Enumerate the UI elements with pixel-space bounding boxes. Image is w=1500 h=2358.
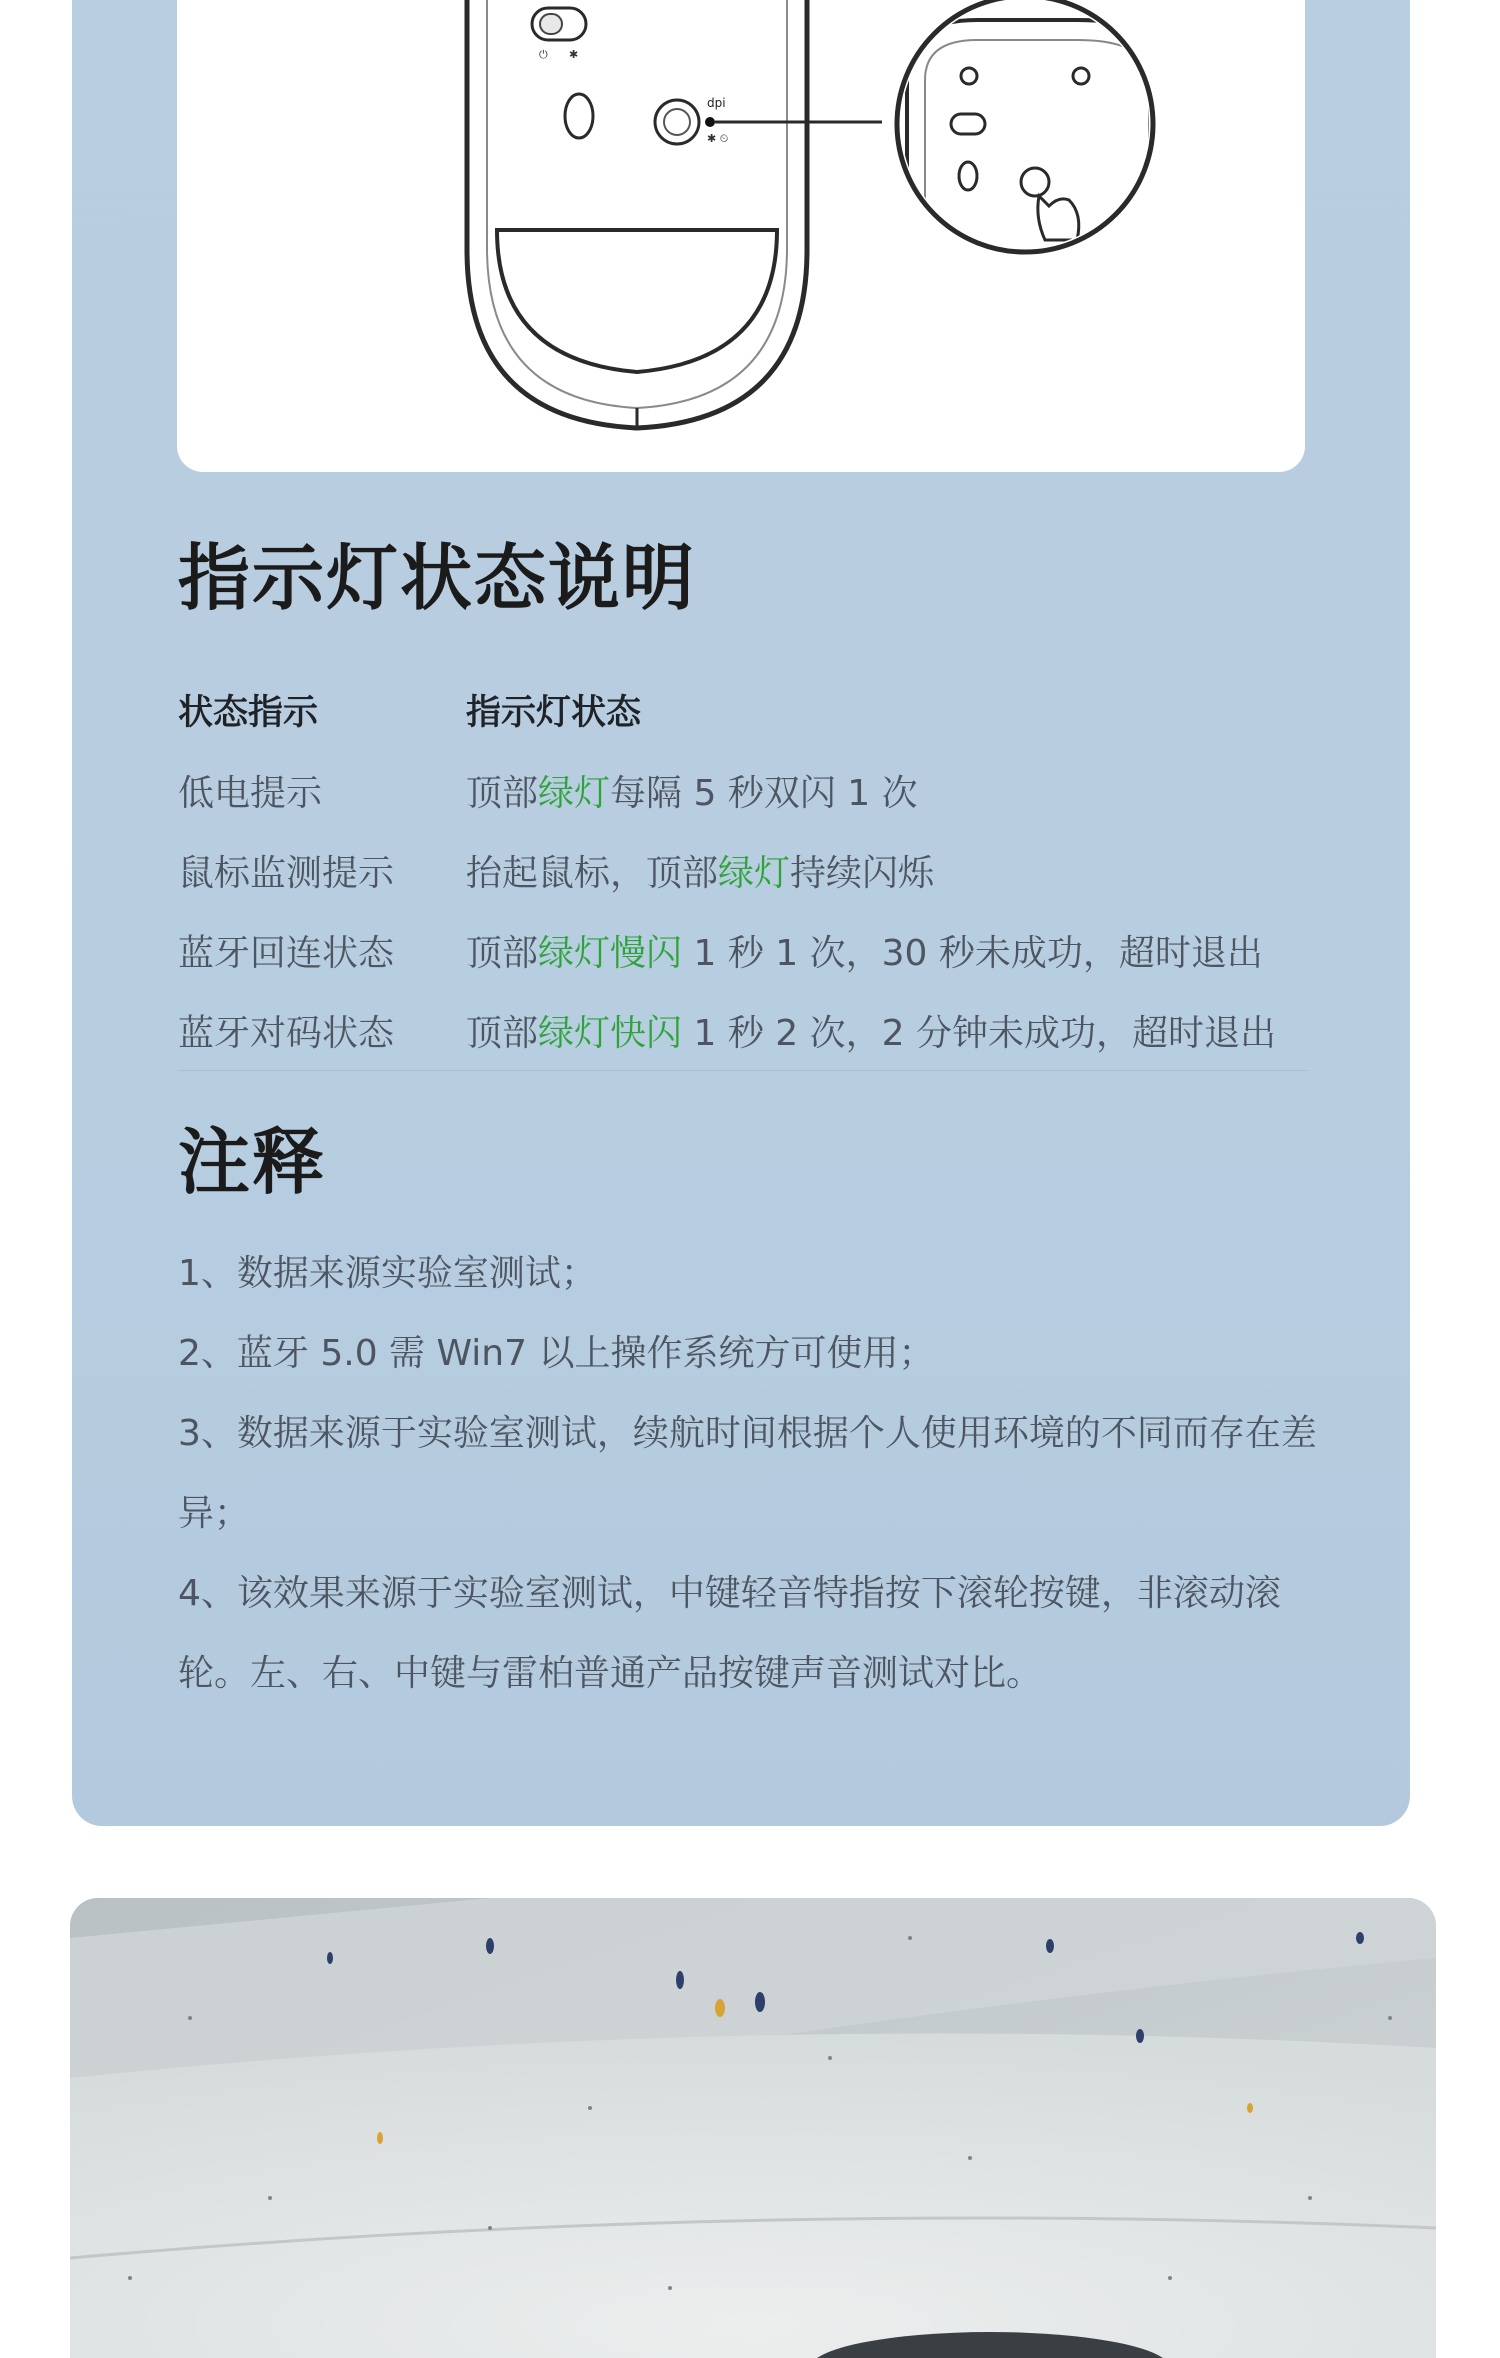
light-state: 顶部绿灯快闪 1 秒 2 次，2 分钟未成功，超时退出 bbox=[466, 990, 1308, 1071]
speckled-mousepad-image bbox=[70, 1898, 1436, 2358]
indicator-status-table bbox=[178, 670, 1308, 1071]
status-name: 低电提示 bbox=[178, 772, 323, 814]
green-light-text: 绿灯 bbox=[538, 772, 611, 814]
svg-text:✱ ⏲: ✱ ⏲ bbox=[707, 132, 729, 145]
header-light-state: 指示灯状态 bbox=[466, 693, 642, 733]
table-row bbox=[178, 750, 1308, 830]
notes-section-title: 注释 bbox=[178, 1120, 327, 1204]
table-row bbox=[178, 990, 1308, 1071]
svg-text:⏻: ⏻ bbox=[539, 48, 548, 61]
table-header-row bbox=[178, 670, 1308, 750]
indicator-section-title: 指示灯状态说明 bbox=[178, 536, 697, 620]
product-photo bbox=[70, 1898, 1436, 2358]
green-light-text: 绿灯快闪 bbox=[538, 1012, 683, 1054]
note-item: 3、数据来源于实验室测试，续航时间根据个人使用环境的不同而存在差异； bbox=[178, 1413, 1317, 1534]
note-item: 1、数据来源实验室测试； bbox=[178, 1253, 597, 1294]
status-name: 鼠标监测提示 bbox=[178, 852, 395, 894]
status-name: 蓝牙对码状态 bbox=[178, 990, 466, 1071]
dpi-label: dpi bbox=[707, 96, 726, 110]
table-row bbox=[178, 910, 1308, 990]
notes-list bbox=[178, 1234, 1328, 1714]
light-state: 抬起鼠标，顶部绿灯持续闪烁 bbox=[466, 852, 935, 894]
status-name: 蓝牙回连状态 bbox=[178, 932, 395, 974]
mouse-diagram-card bbox=[177, 0, 1305, 472]
mouse-bottom-diagram bbox=[177, 0, 1305, 472]
green-light-text: 绿灯 bbox=[718, 852, 791, 894]
green-light-text: 绿灯慢闪 bbox=[538, 932, 683, 974]
light-state: 顶部绿灯每隔 5 秒双闪 1 次 bbox=[466, 772, 918, 814]
header-status: 状态指示 bbox=[178, 693, 319, 733]
light-state: 顶部绿灯慢闪 1 秒 1 次，30 秒未成功，超时退出 bbox=[466, 932, 1263, 974]
table-row bbox=[178, 830, 1308, 910]
svg-text:✱: ✱ bbox=[569, 48, 579, 61]
note-item: 2、蓝牙 5.0 需 Win7 以上操作系统方可使用； bbox=[178, 1333, 935, 1374]
note-item: 4、该效果来源于实验室测试，中键轻音特指按下滚轮按键，非滚动滚轮。左、右、中键与雷柏普通产品按键声音测试对比。 bbox=[178, 1573, 1281, 1694]
